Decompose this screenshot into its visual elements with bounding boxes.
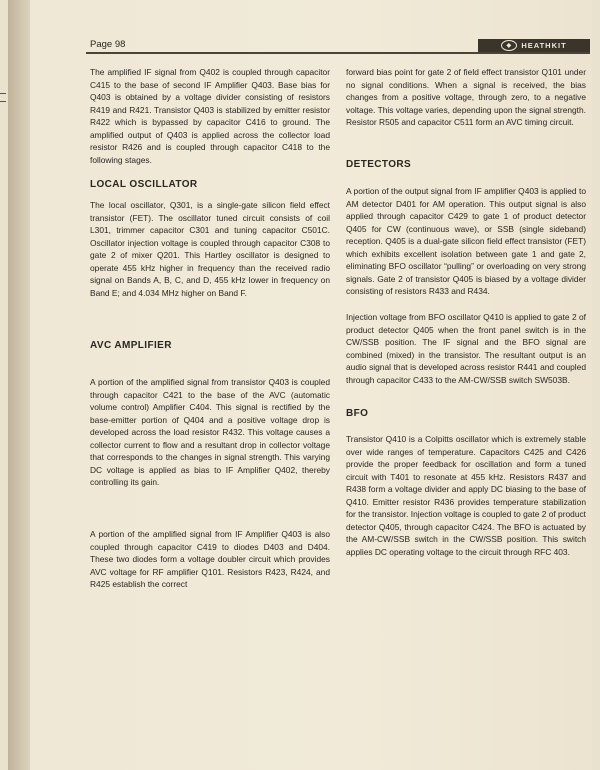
avc-paragraph-1: A portion of the amplified signal from transistor Q403 is coupled through capacitor C421 to the base of the AVC (automatic volume control) Amplifier C404. This signal is rectified by the base-emitter portion of Q404 and a positive voltage drop is developed across the load resistor R432. This voltage causes a collector current to flow and a resultant drop in collector voltage that corresponds to the changes in signal strength. This varying DC voltage is applied as bias to IF Amplifier Q402, thereby controlling its gain. [90,377,330,487]
continuation-paragraph: forward bias point for gate 2 of field effect transistor Q101 under no signal conditions. When a signal is received, the bias changes from a positive voltage, through zero, to a negative voltage. This voltage varies, depending upon the signal strength. Resistor R505 and capacitor C511 form an AVC timing circuit. [346,67,586,127]
avc-paragraph-2: A portion of the amplified signal from IF Amplifier Q403 is also coupled through capacitor C419 to diodes D403 and D404. These two diodes form a voltage doubler circuit which provides AVC voltage for RF amplifier Q101. Resistors R423, R424, and R425 establish the correct [90,529,330,589]
margin-mark [0,101,6,102]
avc-amplifier-heading: AVC AMPLIFIER [90,340,172,351]
margin-mark [0,93,6,94]
local-oscillator-paragraph: The local oscillator, Q301, is a single-gate silicon field effect transistor (FET). The oscillator tuned circuit consists of coil L301, trimmer capacitor C301 and tuning capacitor C501C. Oscillator injection voltage is coupled through capacitor C308 to gate 2 of mixer Q201. This Hartley oscillator is designed to operate 455 kHz higher in frequency than the received radio signal on Bands A, B, C, and D, 455 kHz lower in frequency on Band E; and 4.034 MHz higher on Band F. [90,200,330,298]
detectors-heading: DETECTORS [346,159,412,170]
header-rule [86,52,590,54]
page-number: Page 98 [90,39,126,50]
intro-paragraph: The amplified IF signal from Q402 is coupled through capacitor C415 to the base of second IF Amplifier Q403. Base bias for Q403 is obtained by a voltage divider consisting of resistors R419 and R421. Transistor Q403 is stabilized by emitter resistor R422 which is bypassed by capacitor C416 to ground. The amplified output of Q403 is applied across the collector load resistor R426 and is coupled through capacitor C418 to the following stages. [90,67,330,165]
local-oscillator-heading: LOCAL OSCILLATOR [90,179,198,190]
bfo-heading: BFO [346,408,369,419]
detectors-paragraph-2: Injection voltage from BFO oscillator Q410 is applied to gate 2 of product detector Q405 when the front panel switch is in the CW/SSB position. The IF signal and the BFO signal are combined (mixed) in the transistor. The resultant output is an audio signal that is developed across resistor R441 and coupled through capacitor C433 to the AM-CW/SSB switch SW503B. [346,312,586,385]
page-binding-edge [8,0,30,770]
bfo-paragraph: Transistor Q410 is a Colpitts oscillator which is extremely stable over wide ranges of temperature. Capacitors C425 and C426 provide the proper feedback for oscillation and form a tuned circuit with T401 to resonate at 455 kHz. Resistors R437 and R438 form a voltage divider and apply DC biasing to the base of Q410. Emitter resistor R436 provides temperature stabilization for the transistor. Injection voltage is coupled to gate 2 of product detector Q405, through capacitor C424. The BFO is actuated by the AM-CW/SSB switch in the CW/SSB position. This switch applies DC operating voltage to the circuit through RFC 403. [346,434,586,557]
brand-logo [478,39,590,52]
detectors-paragraph-1: A portion of the output signal from IF amplifier Q403 is applied to AM detector D401 for AM operation. This output signal is also applied through capacitor C429 to gate 1 of product detector Q405 for CW (continuous wave), or SSB (single sideband) reception. Q405 is a dual-gate silicon field effect transistor (FET) which exhibits excellent isolation between gate 1 and gate 2, eliminating BFO oscillator “pulling” or overloading on very strong signals. Gate 2 of transistor Q405 is biased by a voltage divider consisting of resistors R433 and R434. [346,186,586,296]
heathkit-emblem-icon: ◆ [501,40,517,51]
brand-name: HEATHKIT [521,41,567,50]
